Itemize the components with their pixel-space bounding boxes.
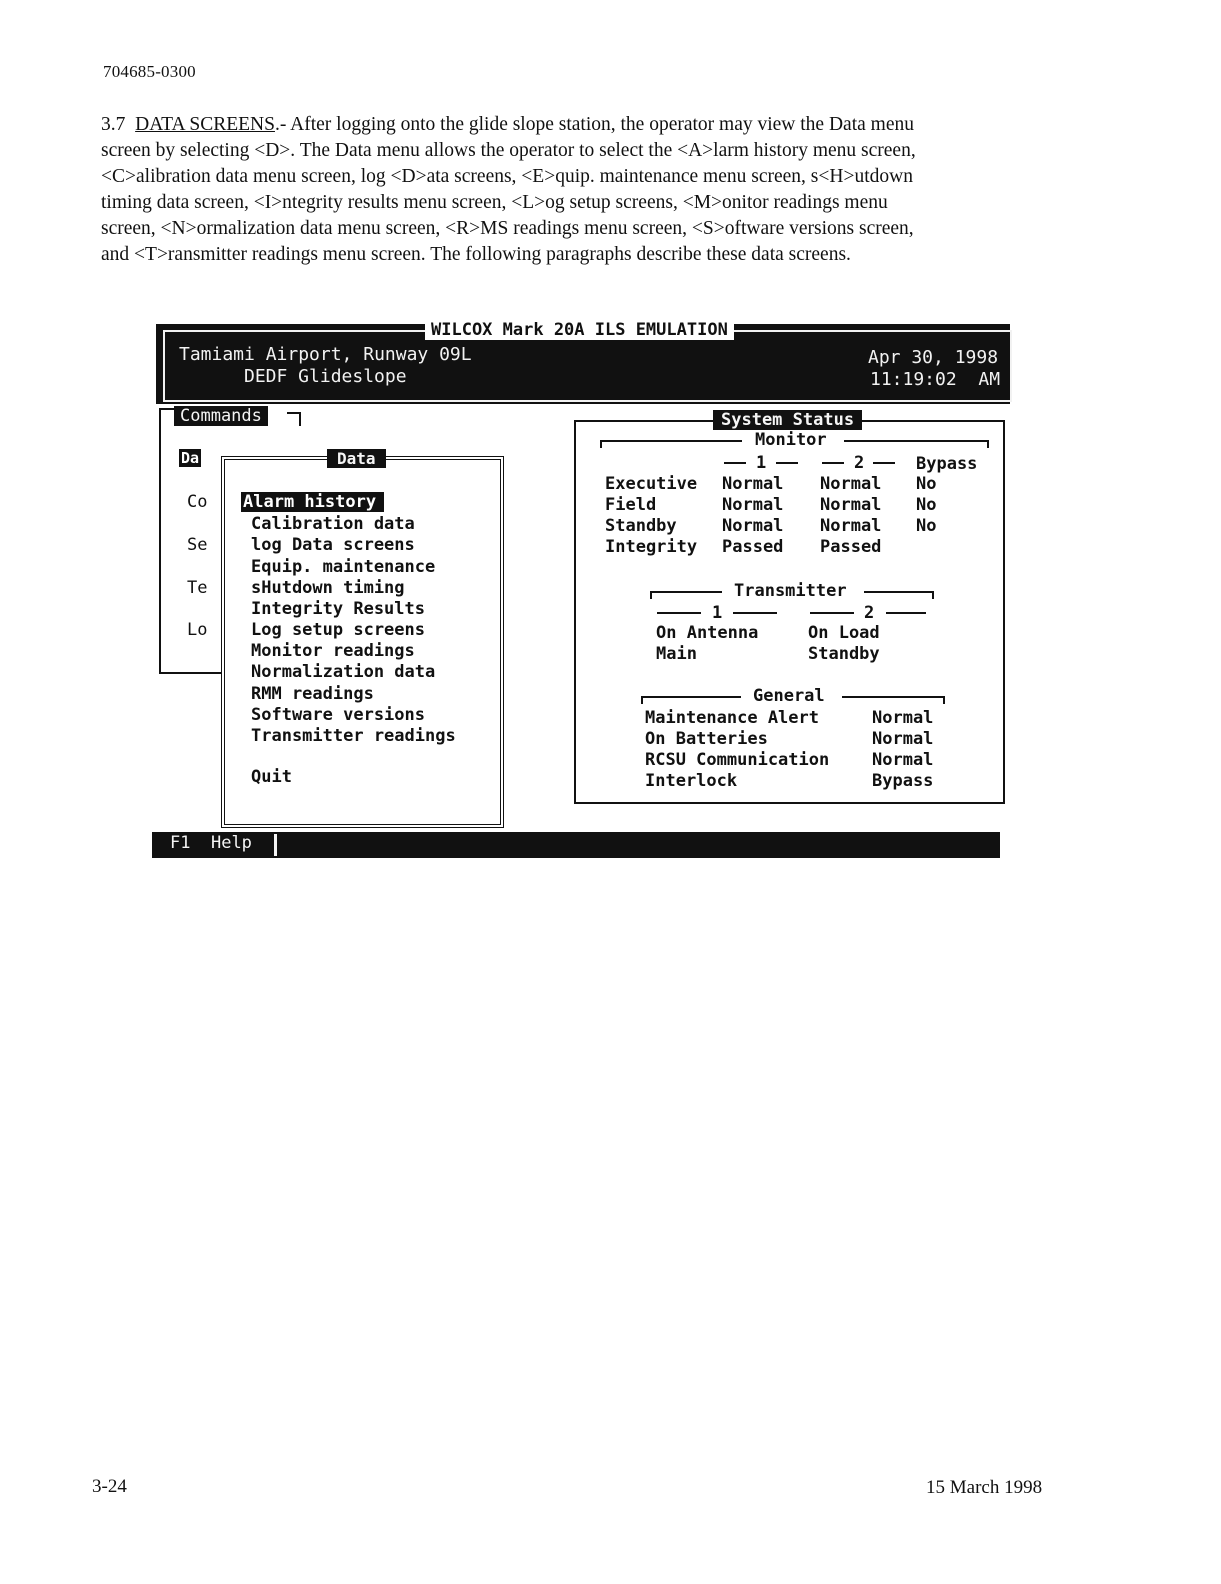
monitor-row-label: Field — [605, 495, 657, 515]
command-item-te[interactable]: Te — [187, 578, 208, 598]
mon-col2-dash-right — [873, 462, 895, 464]
general-row-label: On Batteries — [645, 729, 768, 749]
general-row-label: Maintenance Alert — [645, 708, 819, 728]
general-rule-left — [641, 696, 741, 698]
monitor-row-label: Standby — [605, 516, 677, 536]
general-title: General — [753, 686, 825, 706]
commands-corner — [287, 412, 301, 426]
transmitter-col-2: 2 — [864, 603, 875, 623]
section-paragraph — [101, 112, 1066, 268]
monitor-row-m2: Passed — [820, 537, 882, 557]
monitor-tick-right — [987, 440, 989, 448]
paragraph-line-6: and <T>ransmitter readings menu screen. The following paragraphs describe these data screens. — [101, 244, 851, 265]
commands-title: Commands — [174, 406, 268, 426]
menu-item-rmm-readings[interactable]: RMM readings — [251, 684, 374, 704]
menu-item-calibration-data[interactable]: Calibration data — [251, 514, 415, 534]
transmitter-row-t2: Standby — [808, 644, 880, 664]
transmitter-row-t1: Main — [656, 644, 697, 664]
general-row-value: Normal — [872, 708, 934, 728]
menu-item-log-data-screens[interactable]: log Data screens — [251, 535, 415, 555]
date-text: Apr 30, 1998 — [868, 347, 999, 368]
general-tick-left — [641, 696, 643, 704]
monitor-col-2: 2 — [854, 453, 865, 473]
menu-item-alarm-history[interactable] — [241, 492, 384, 512]
general-row-label: Interlock — [645, 771, 738, 791]
footer-separator — [274, 834, 277, 856]
transmitter-rule-left — [650, 591, 722, 593]
paragraph-line-3: <C>alibration data menu screen, log <D>ata screens, <E>quip. maintenance menu screen, s<H>utdown — [101, 166, 913, 187]
monitor-rule-right — [844, 440, 989, 442]
general-row-label: RCSU Communication — [645, 750, 830, 770]
monitor-row-m2: Normal — [820, 516, 882, 536]
monitor-title: Monitor — [755, 430, 827, 450]
monitor-row-m2: Normal — [820, 474, 882, 494]
station-text: DEDF Glideslope — [244, 366, 407, 387]
general-row-value: Bypass — [872, 771, 934, 791]
monitor-row-label: Integrity — [605, 537, 698, 557]
mon-col2-dash-left — [822, 462, 844, 464]
menu-item-integrity-results[interactable]: Integrity Results — [251, 599, 425, 619]
monitor-row-m1: Passed — [722, 537, 784, 557]
menu-item-monitor-readings[interactable]: Monitor readings — [251, 641, 415, 661]
monitor-row-m1: Normal — [722, 474, 784, 494]
monitor-row-bypass: No — [916, 516, 937, 536]
command-item-data-selected[interactable]: Da — [181, 449, 200, 467]
tx-col1-dash-right — [733, 612, 777, 614]
transmitter-col-1: 1 — [712, 603, 723, 623]
menu-item-quit[interactable]: Quit — [251, 767, 292, 787]
monitor-row-m1: Normal — [722, 495, 784, 515]
command-item-lo[interactable]: Lo — [187, 620, 208, 640]
function-key-bar — [152, 832, 1000, 858]
document-number: 704685-0300 — [103, 62, 196, 81]
command-item-co[interactable]: Co — [187, 492, 208, 512]
menu-item-normalization-data[interactable]: Normalization data — [251, 662, 436, 682]
page-number: 3-24 — [92, 1476, 127, 1497]
app-title: WILCOX Mark 20A ILS EMULATION — [425, 320, 734, 340]
transmitter-title: Transmitter — [734, 581, 847, 601]
menu-item-software-versions[interactable]: Software versions — [251, 705, 425, 725]
help-key[interactable] — [170, 833, 252, 853]
general-tick-right — [943, 696, 945, 704]
paragraph-line-5: screen, <N>ormalization data menu screen, <R>MS readings menu screen, <S>oftware versions screen, — [101, 218, 914, 239]
terminal-screenshot — [152, 320, 1014, 860]
help-key-text: Help — [210, 833, 252, 853]
monitor-row-label: Executive — [605, 474, 698, 494]
alarm-label: larm history — [253, 492, 377, 512]
monitor-row-m2: Normal — [820, 495, 882, 515]
tx-col2-dash-right — [886, 612, 926, 614]
monitor-row-bypass: No — [916, 495, 937, 515]
monitor-col-1: 1 — [756, 453, 767, 473]
system-status-title: System Status — [713, 410, 862, 430]
general-row-value: Normal — [872, 729, 934, 749]
paragraph-line-4: timing data screen, <I>ntegrity results menu screen, <L>og setup screens, <M>onitor readings menu — [101, 192, 888, 213]
section-title: DATA SCREENS — [135, 114, 275, 135]
monitor-col-bypass: Bypass — [916, 454, 978, 474]
general-rule-right — [842, 696, 945, 698]
menu-item-log-setup-screens[interactable]: Log setup screens — [251, 620, 425, 640]
section-number: 3.7 — [101, 114, 126, 135]
transmitter-rule-right — [864, 591, 934, 593]
monitor-rule-left — [600, 440, 742, 442]
monitor-row-m1: Normal — [722, 516, 784, 536]
data-menu-title: Data — [327, 449, 386, 468]
monitor-tick-left — [600, 440, 602, 448]
menu-item-transmitter-readings[interactable]: Transmitter readings — [251, 726, 456, 746]
transmitter-tick-left — [650, 591, 652, 599]
paragraph-line-1: .- After logging onto the glide slope station, the operator may view the Data menu — [274, 114, 914, 135]
transmitter-row-t2: On Load — [808, 623, 880, 643]
help-key-label: F1 — [170, 833, 191, 853]
command-item-se[interactable]: Se — [187, 535, 208, 555]
transmitter-tick-right — [932, 591, 934, 599]
tx-col2-dash-left — [810, 612, 854, 614]
monitor-row-bypass: No — [916, 474, 937, 494]
menu-item-equip-maintenance[interactable]: Equip. maintenance — [251, 557, 436, 577]
mon-col1-dash-right — [776, 462, 798, 464]
location-text: Tamiami Airport, Runway 09L — [179, 344, 472, 365]
tx-col1-dash-left — [657, 612, 701, 614]
menu-item-shutdown-timing[interactable]: sHutdown timing — [251, 578, 405, 598]
transmitter-row-t1: On Antenna — [656, 623, 759, 643]
document-date: 15 March 1998 — [926, 1477, 1043, 1498]
time-text: 11:19:02 AM — [870, 369, 1001, 390]
mon-col1-dash-left — [724, 462, 746, 464]
paragraph-line-2: screen by selecting <D>. The Data menu allows the operator to select the <A>larm history menu screen, — [101, 140, 916, 161]
alarm-hotkey: A — [243, 492, 254, 512]
general-row-value: Normal — [872, 750, 934, 770]
